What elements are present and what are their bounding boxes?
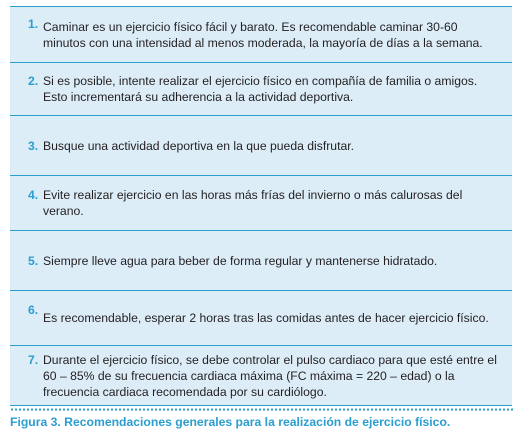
recommendation-number: 5. xyxy=(28,254,39,268)
recommendation-number: 4. xyxy=(28,188,39,202)
recommendation-number: 3. xyxy=(28,139,39,153)
recommendation-text: Caminar es un ejercicio físico fácil y barato. Es recomendable caminar 30-60 minutos con una intensidad al menos moderada, la mayoría de días a la semana. xyxy=(43,19,483,50)
figure-caption: Figura 3. Recomendaciones generales para la realización de ejercicio físico. xyxy=(10,415,451,429)
recommendation-row-3 xyxy=(10,116,512,176)
recommendation-text: Si es posible, intente realizar el ejercicio físico en compañía de familia o amigos. Esto incrementará su adherencia a la actividad deportiva. xyxy=(43,74,478,104)
recommendation-text: Durante el ejercicio físico, se debe controlar el pulso cardiaco para que esté entre el 60 – 85% de su frecuencia cardiaca máxima (FC máxima = 220 – edad) o la frecuencia cardiaca recomendada por su cardiólogo. xyxy=(43,352,497,399)
recommendation-row-7 xyxy=(10,346,512,406)
recommendation-text: Es recomendable, esperar 2 horas tras las comidas antes de hacer ejercicio físico. xyxy=(43,311,489,325)
recommendation-row-5 xyxy=(10,231,512,291)
recommendation-number: 2. xyxy=(28,74,39,88)
recommendation-number: 6. xyxy=(28,303,39,317)
recommendation-number: 1. xyxy=(28,17,39,31)
recommendation-number: 7. xyxy=(28,353,39,367)
recommendation-row-4 xyxy=(10,176,512,231)
recommendation-row-2 xyxy=(10,63,512,116)
recommendation-text: Busque una actividad deportiva en la que pueda disfrutar. xyxy=(43,138,355,153)
recommendation-row-1 xyxy=(10,7,512,63)
recommendation-row-6 xyxy=(10,291,512,346)
recommendation-text: Siempre lleve agua para beber de forma regular y mantenerse hidratado. xyxy=(43,253,438,268)
recommendation-text: Evite realizar ejercicio en las horas más frías del invierno o más calurosas del verano. xyxy=(43,188,463,218)
recommendations-table xyxy=(10,6,512,406)
dotted-divider xyxy=(10,408,514,411)
